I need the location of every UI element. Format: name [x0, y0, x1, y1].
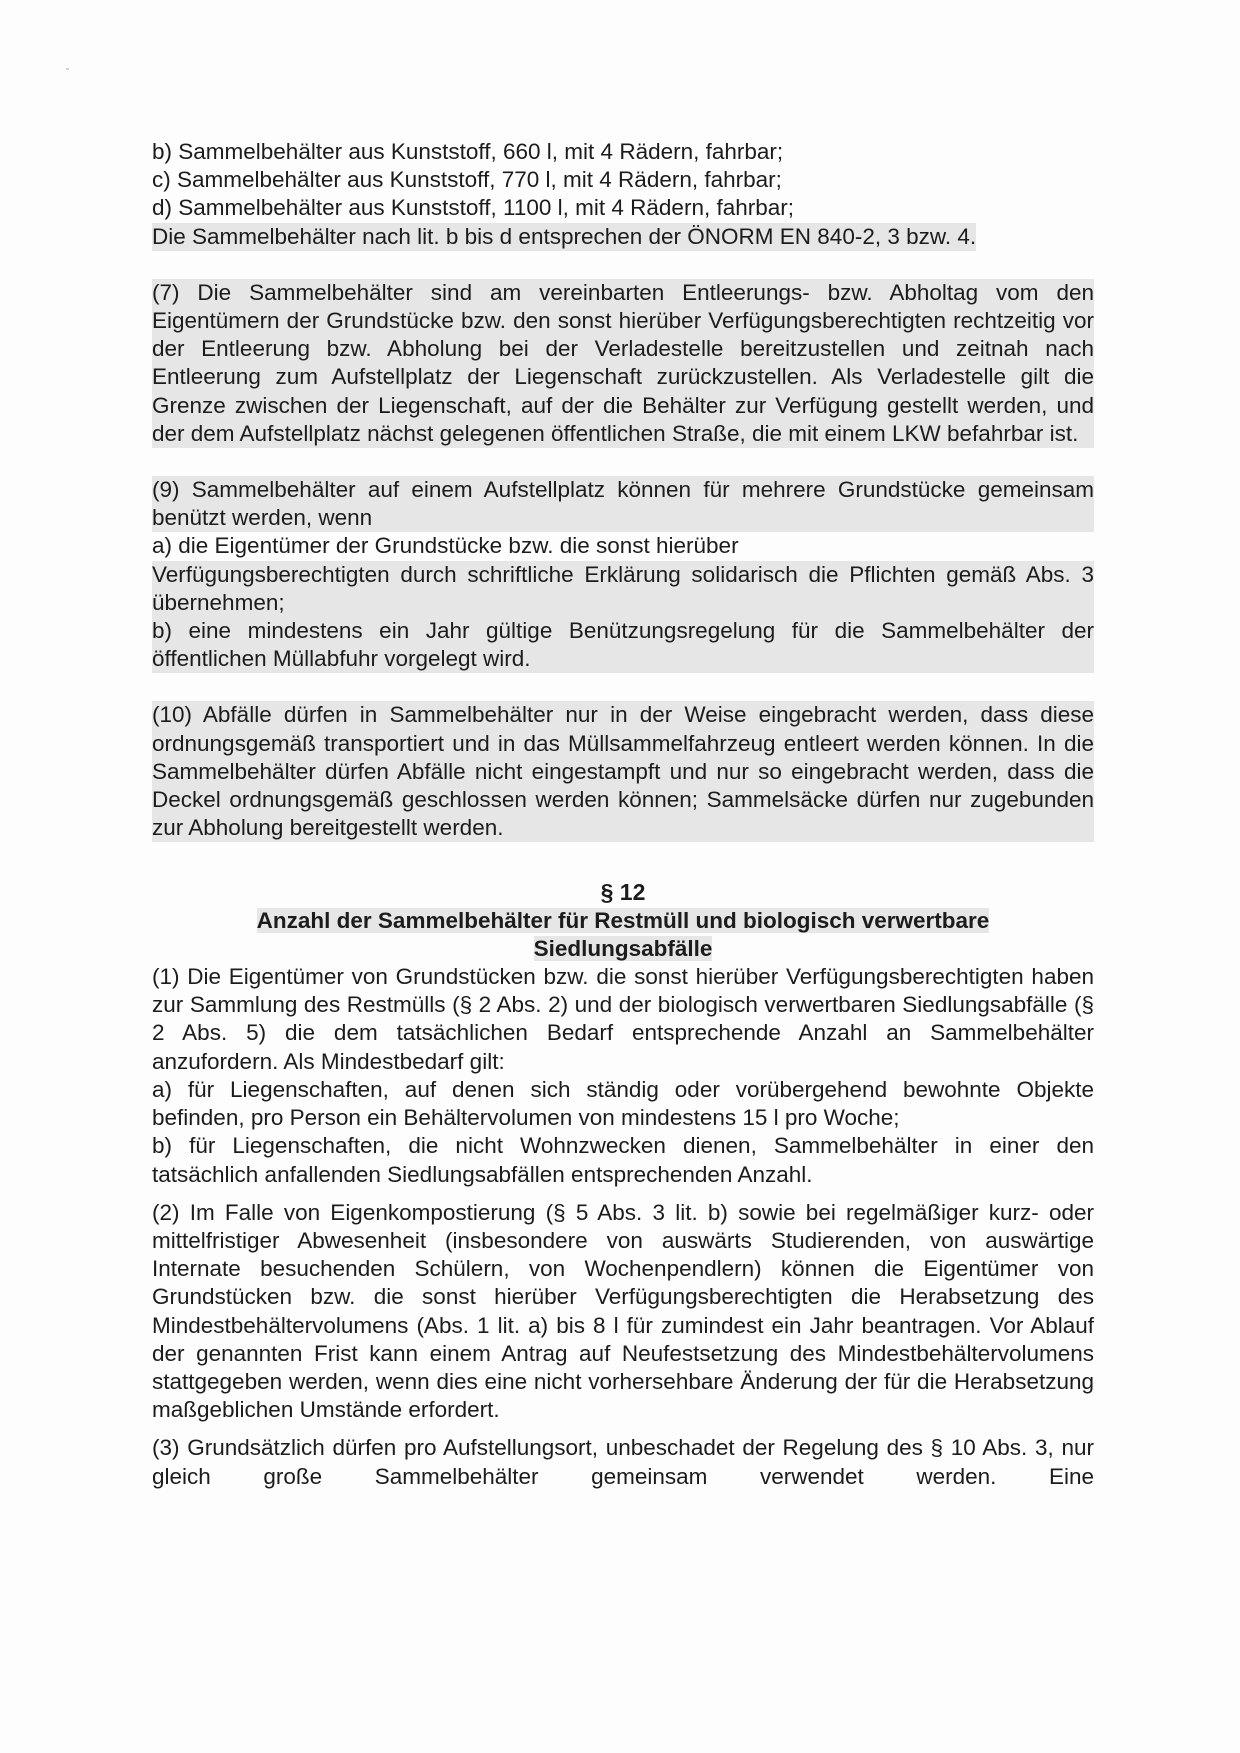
list-item-d: d) Sammelbehälter aus Kunststoff, 1100 l, mit 4 Rädern, fahrbar;: [152, 195, 794, 221]
paragraph-9-a-rest: Verfügungsberechtigten durch schriftliche Erklärung solidarisch die Pflichten gemäß Abs. 3 übernehmen;: [152, 561, 1094, 617]
paragraph-9-intro: (9) Sammelbehälter auf einem Aufstellplatz können für mehrere Grundstücke gemeinsam benützt werden, wenn: [152, 476, 1094, 532]
s12-p1-text: (1) Die Eigentümer von Grundstücken bzw. die sonst hierüber Verfügungsberechtigten haben zur Sammlung des Restmülls (§ 2 Abs. 2) und der biologisch verwertbaren Siedlungsabfälle (§ 2 Abs. 5) die dem tatsächlichen Bedarf entsprechende Anzahl an Sammelbehälter anzufordern. Als Mindestbedarf gilt:: [152, 964, 1094, 1074]
list-item-c: c) Sammelbehälter aus Kunststoff, 770 l, mit 4 Rädern, fahrbar;: [152, 167, 782, 193]
section-12-paragraph-2: (2) Im Falle von Eigenkompostierung (§ 5 Abs. 3 lit. b) sowie bei regelmäßiger kurz- oder mittelfristiger Abwesenheit (insbesondere von auswärts Studierenden, von auswärtige Internate besuchenden Schülern, von Wochenpendlern) können die Eigentümer von Grundstücken bzw. die sonst hierüber Verfügungsberechtigten die Herabsetzung des Mindestbehältervolumens (Abs. 1 lit. a) bis 8 l für zumindest ein Jahr beantragen. Vor Ablauf der genannten Frist kann einem Antrag auf Neufestsetzung des Mindestbehältervolumens stattgegeben werden, wenn dies eine nicht vorhersehbare Änderung der für die Herabsetzung maßgeblichen Umstände erfordert.: [152, 1199, 1094, 1423]
list-note: Die Sammelbehälter nach lit. b bis d entsprechen der ÖNORM EN 840-2, 3 bzw. 4.: [152, 223, 976, 251]
paragraph-9-b: b) eine mindestens ein Jahr gültige Benützungsregelung für die Sammelbehälter der öffentlichen Müllabfuhr vorgelegt wird.: [152, 617, 1094, 673]
section-12-paragraph-3: (3) Grundsätzlich dürfen pro Aufstellungsort, unbeschadet der Regelung des § 10 Abs. 3, nur gleich große Sammelbehälter gemeinsam verwendet werden. Eine: [152, 1435, 1094, 1489]
s12-p1-a: a) für Liegenschaften, auf denen sich ständig oder vorübergehend bewohnte Objekte befinden, pro Person ein Behältervolumen von mindestens 15 l pro Woche;: [152, 1076, 1094, 1131]
list-item-b: b) Sammelbehälter aus Kunststoff, 660 l, mit 4 Rädern, fahrbar;: [152, 139, 784, 164]
section-number: § 12: [600, 879, 646, 906]
paragraph-9-a-line1: a) die Eigentümer der Grundstücke bzw. die sonst hierüber: [152, 533, 739, 559]
document-body: [152, 138, 1094, 1491]
section-title-line2: Siedlungsabfälle: [533, 935, 713, 961]
paragraph-9: [152, 476, 1094, 673]
paragraph-7: (7) Die Sammelbehälter sind am vereinbarten Entleerungs- bzw. Abholtag vom den Eigentümern der Grundstücke bzw. den sonst hierüber Verfügungsberechtigten rechtzeitig vor der Entleerung bzw. Abholung bei der Verladestelle bereitzustellen und zeitnah nach Entleerung zum Aufstellplatz der Liegenschaft zurückzustellen. Als Verladestelle gilt die Grenze zwischen der Liegenschaft, auf der die Behälter zur Verfügung gestellt werden, und der dem Aufstellplatz nächst gelegenen öffentlichen Straße, die mit einem LKW befahrbar ist.: [152, 279, 1094, 448]
s12-p1-b: b) für Liegenschaften, die nicht Wohnzwecken dienen, Sammelbehälter in einer den tatsächlich anfallenden Siedlungsabfällen entsprechenden Anzahl.: [152, 1133, 1094, 1187]
paragraph-10: (10) Abfälle dürfen in Sammelbehälter nur in der Weise eingebracht werden, dass diese ordnungsgemäß transportiert und in das Müllsammelfahrzeug entleert werden können. In die Sammelbehälter dürfen Abfälle nicht eingestampft und nur so eingebracht werden, dass die Deckel ordnungsgemäß geschlossen werden können; Sammelsäcke dürfen nur zugebunden zur Abholung bereitgestellt werden.: [152, 701, 1094, 842]
section-title-line1: Anzahl der Sammelbehälter für Restmüll und biologisch verwertbare: [256, 907, 990, 933]
scan-speck: [66, 68, 69, 70]
container-list: [152, 138, 1094, 251]
section-12-paragraph-1: [152, 963, 1094, 1189]
